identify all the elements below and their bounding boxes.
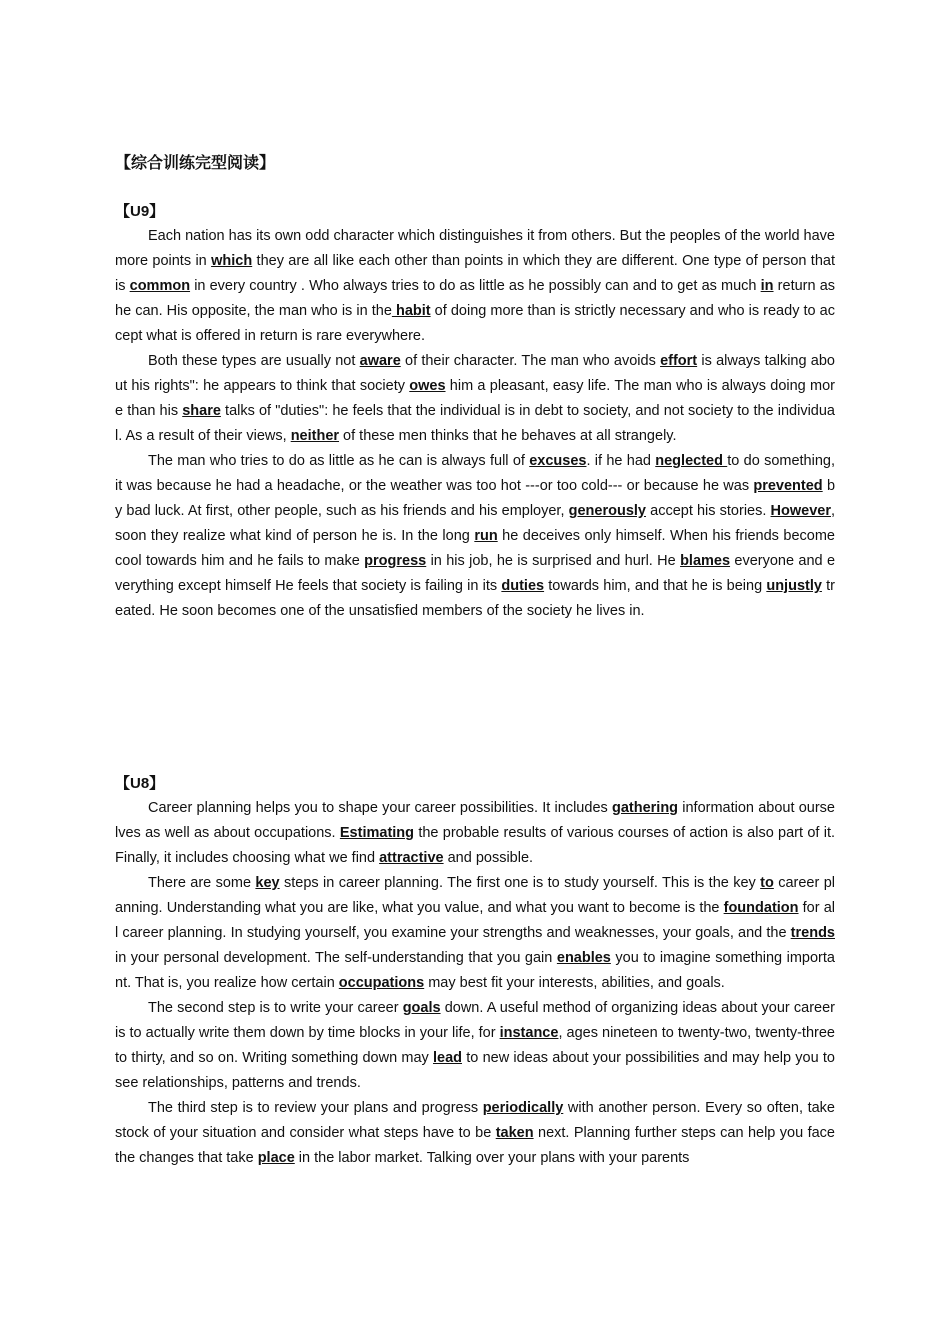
answer-word: key (255, 875, 280, 891)
text-run: There are some (148, 875, 256, 891)
text-run: of doing more than is strictly necessary and who is ready to accept what is offered in return is rare everywhere. (115, 303, 835, 344)
text-run: next. Planning further steps can help you face the changes that take (115, 1125, 835, 1166)
text-run: of their character. The man who avoids (400, 353, 661, 369)
text-run: steps in career planning. The first one is to study yourself. This is the key (279, 875, 761, 891)
answer-word: occupations (338, 975, 425, 991)
text-run: Each nation has its own odd character which distinguishes it from others. But the peoples of the world have more points in (115, 228, 835, 269)
text-run: career planning. Understanding what you are like, what you value, and what you want to become is the (115, 875, 835, 916)
answer-word: However (770, 503, 831, 519)
text-run: . if he had (586, 453, 656, 469)
section-u8 (115, 771, 835, 1171)
text-run: , soon they realize what kind of person he is. In the long (115, 503, 836, 544)
text-run: is always talking about his rights": he appears to think that society (115, 353, 835, 394)
paragraph (115, 796, 835, 871)
text-run: may best fit your interests, abilities, and goals. (424, 975, 725, 991)
text-run: to do something, it was because he had a headache, or the weather was too hot ---or too cold--- or because he was (115, 453, 835, 494)
answer-word: in (760, 278, 774, 294)
answer-word: lead (433, 1050, 463, 1066)
answer-word: excuses (529, 453, 587, 469)
paragraph (115, 871, 835, 996)
text-run: Both these types are usually not (148, 353, 360, 369)
section-u9 (115, 199, 835, 624)
text-run: Career planning helps you to shape your career possibilities. It includes (148, 800, 612, 816)
answer-word: habit (391, 303, 431, 319)
text-run: him a pleasant, easy life. The man who is always doing more than his (115, 378, 835, 419)
answer-word: neglected (655, 453, 728, 469)
answer-word: instance (499, 1025, 559, 1041)
text-run: The man who tries to do as little as he can is always full of (148, 453, 530, 469)
text-run: with another person. Every so often, take stock of your situation and consider what steps have to be (115, 1100, 835, 1141)
paragraph (115, 1096, 835, 1171)
answer-word: share (182, 403, 221, 419)
text-run: by bad luck. At first, other people, such as his friends and his employer, (115, 478, 836, 519)
section-body (115, 796, 835, 1171)
text-run: accept his stories. (646, 503, 771, 519)
answer-word: neither (290, 428, 340, 444)
answer-word: taken (495, 1125, 534, 1141)
text-run: treated. He soon becomes one of the unsatisfied members of the society he lives in. (115, 578, 835, 619)
text-run: for all career planning. In studying yourself, you examine your strengths and weaknesses, your goals, and the (115, 900, 835, 941)
answer-word: enables (556, 950, 611, 966)
answer-word: periodically (482, 1100, 564, 1116)
text-run: return as he can. His opposite, the man who is in the (115, 278, 836, 319)
answer-word: to (760, 875, 774, 891)
answer-word: generously (568, 503, 646, 519)
text-run: The second step is to write your career (148, 1000, 403, 1016)
paragraph (115, 349, 835, 449)
answer-word: blames (680, 553, 731, 569)
answer-word: trends (790, 925, 835, 941)
text-run: down. A useful method of organizing ideas about your career is to actually write them down by time blocks in your life, for (115, 1000, 835, 1041)
text-run: information about ourselves as well as about occupations. (115, 800, 836, 841)
answer-word: run (474, 528, 498, 544)
text-run: talks of "duties": he feels that the individual is in debt to society, and not society to the individual. As a result of their views, (115, 403, 835, 444)
answer-word: owes (409, 378, 446, 394)
text-run: in every country . Who always tries to do as little as he possibly can and to get as much (190, 278, 761, 294)
answer-word: attractive (379, 850, 444, 866)
answer-word: which (211, 253, 253, 269)
text-run: towards him, and that he is being (544, 578, 767, 594)
paragraph (115, 449, 835, 624)
text-run: you to imagine something important. That is, you realize how certain (115, 950, 835, 991)
paragraph (115, 224, 835, 349)
page-title: 【综合训练完型阅读】 (115, 155, 276, 172)
answer-word: prevented (753, 478, 823, 494)
paragraph (115, 996, 835, 1096)
text-run: of these men thinks that he behaves at all strangely. (339, 428, 677, 444)
answer-word: goals (402, 1000, 441, 1016)
answer-word: progress (364, 553, 427, 569)
text-run: everyone and everything except himself He feels that society is failing in its (115, 553, 836, 594)
text-run: to new ideas about your possibilities and may help you to see relationships, patterns and trends. (115, 1050, 835, 1091)
text-run: and possible. (443, 850, 534, 866)
section-label: 【U9】 (115, 203, 165, 220)
answer-word: Estimating (339, 825, 415, 841)
answer-word: unjustly (766, 578, 822, 594)
text-run: in your personal development. The self-understanding that you gain (115, 950, 557, 966)
text-run: in his job, he is surprised and hurl. He (426, 553, 681, 569)
text-run: the probable results of various courses of action is also part of it. Finally, it includes choosing what we find (115, 825, 836, 866)
section-label: 【U8】 (115, 775, 165, 792)
answer-word: place (257, 1150, 295, 1166)
text-run: he deceives only himself. When his friends become cool towards him and he fails to make (115, 528, 835, 569)
text-run: in the labor market. Talking over your plans with your parents (294, 1150, 690, 1166)
answer-word: foundation (723, 900, 799, 916)
answer-word: gathering (611, 800, 679, 816)
answer-word: duties (501, 578, 545, 594)
answer-word: effort (660, 353, 698, 369)
answer-word: aware (359, 353, 401, 369)
text-run: they are all like each other than points in which they are different. One type of person that is (115, 253, 835, 294)
section-body (115, 224, 835, 624)
text-run: , ages nineteen to twenty-two, twenty-three to thirty, and so on. Writing something down may (115, 1025, 835, 1066)
answer-word: common (129, 278, 191, 294)
text-run: The third step is to review your plans and progress (148, 1100, 483, 1116)
